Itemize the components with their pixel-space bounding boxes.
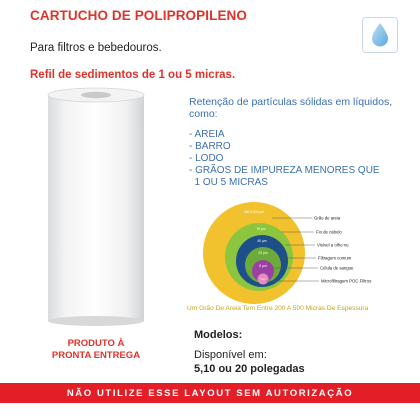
copyright-banner: NÃO UTILIZE ESSE LAYOUT SEM AUTORIZAÇÃO: [0, 383, 420, 403]
circle-label: Visível a olho nu: [317, 242, 349, 248]
particle-size-diagram: [228, 201, 370, 305]
size-label: 8 µm: [259, 264, 267, 268]
stock-line-1: PRODUTO À: [67, 338, 125, 349]
list-item: 1 OU 5 MICRAS: [189, 177, 268, 188]
circle-label: Fio de cabelo: [316, 229, 342, 235]
stock-badge: [40, 338, 152, 361]
cartridge-image: [36, 87, 156, 327]
list-item: - GRÃOS DE IMPUREZA MENORES QUE: [189, 165, 380, 176]
circle-label: Filtragem comum: [318, 255, 352, 261]
size-label: 25 µm: [258, 251, 268, 255]
size-label: 75 µm: [256, 227, 266, 231]
size-label: 40 µm: [257, 239, 267, 243]
list-item: - BARRO: [189, 141, 231, 152]
product-subtitle: Para filtros e bebedouros.: [30, 42, 162, 54]
list-item: - LODO: [189, 153, 224, 164]
stock-line-2: PRONTA ENTREGA: [51, 349, 141, 361]
availability-label: Disponível em:: [194, 349, 267, 361]
circle-label: Microfiltragem POC Filtros: [321, 278, 372, 284]
refil-tagline: Refil de sedimentos de 1 ou 5 micras.: [30, 69, 236, 81]
retention-description: Retenção de partículas sólidas em líquidos, como:: [189, 96, 393, 120]
product-title: CARTUCHO DE POLIPROPILENO: [30, 8, 248, 23]
models-heading: Modelos:: [194, 329, 243, 341]
list-item: - AREIA: [189, 129, 225, 140]
circle-label: Grão de areia: [314, 215, 341, 221]
size-label: 5 µm: [260, 278, 266, 281]
diagram-caption: Um Grão De Areia Tem Entre 200 A 500 Micras De Espessura: [187, 305, 369, 312]
particle-list: [189, 129, 409, 189]
water-drop-icon: [362, 17, 398, 53]
size-label: 200 a 500 µm: [243, 210, 265, 214]
circle-label: Célula de sangue: [320, 265, 354, 271]
available-sizes: 5,10 ou 20 polegadas: [194, 363, 305, 375]
